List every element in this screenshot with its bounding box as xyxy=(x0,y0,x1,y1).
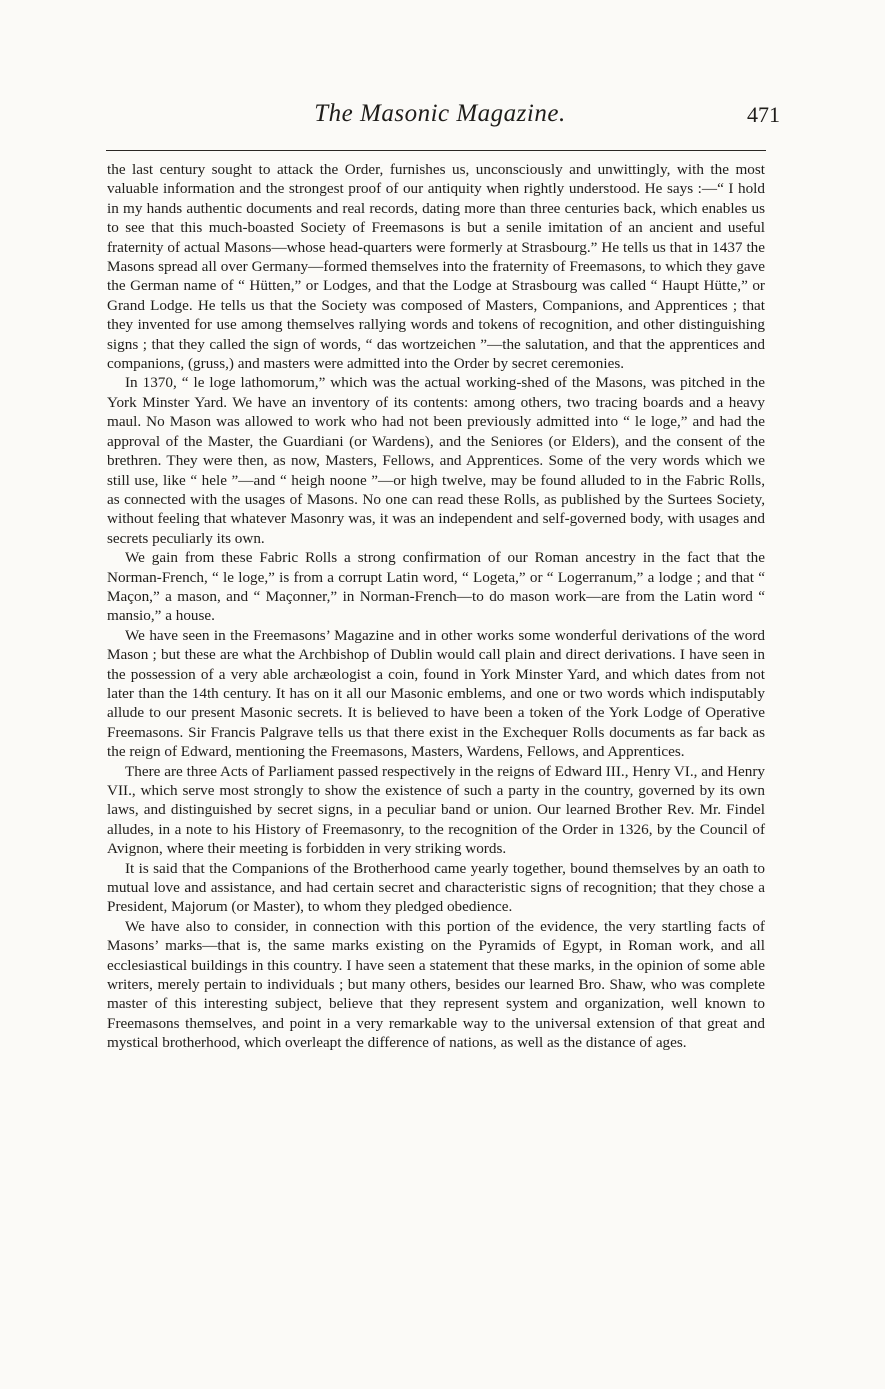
article-body xyxy=(107,160,765,1053)
running-title: The Masonic Magazine. xyxy=(314,100,566,127)
paragraph: There are three Acts of Parliament passed respectively in the reigns of Edward III., Henry VI., and Henry VII., which serve most strongly to show the existence of such a party in the country, governed by its own laws, and distinguished by secret signs, in a peculiar band or union. Our learned Brother Rev. Mr. Findel alludes, in a note to his History of Freemasonry, to the recognition of the Order in 1326, by the Council of Avignon, where their meeting is forbidden in very striking words. xyxy=(107,762,765,858)
paragraph: the last century sought to attack the Order, furnishes us, unconsciously and unwittingly, with the most valuable information and the strongest proof of our antiquity when rightly understood. He says :—“ I hold in my hands authentic documents and real records, dating more than three centuries back, which enables us to see that this much-boasted Society of Freemasons is but a senile imitation of an ancient and useful fraternity of actual Masons—whose head-quarters were formerly at Strasbourg.” He tells us that in 1437 the Masons spread all over Germany—formed themselves into the fraternity of Freemasons, to which they gave the German name of “ Hütten,” or Lodges, and that the Lodge at Strasbourg was called “ Haupt Hütte,” or Grand Lodge. He tells us that the Society was composed of Masters, Companions, and Apprentices ; that they invented for use among themselves rallying words and tokens of recognition, and other distinguishing signs ; that they called the sign of words, “ das wortzeichen ”—the salutation, and that the apprentices and companions, (gruss,) and masters were admitted into the Order by secret ceremonies. xyxy=(107,161,765,373)
page-number: 471 xyxy=(747,102,780,127)
paragraph: We gain from these Fabric Rolls a strong confirmation of our Roman ancestry in the fact that the Norman-French, “ le loge,” is from a corrupt Latin word, “ Logeta,” or “ Logerranum,” a lodge ; and that “ Maçon,” a mason, and “ Maçonner,” in Norman-French—to do mason work—are from the Latin word “ mansio,” a house. xyxy=(107,549,765,625)
header-rule xyxy=(106,150,766,151)
paragraph: We have also to consider, in connection with this portion of the evidence, the very startling facts of Masons’ marks—that is, the same marks existing on the Pyramids of Egypt, in Roman work, and all ecclesiastical buildings in this country. I have seen a statement that these marks, in the opinion of some able writers, merely pertain to individuals ; but many others, besides our learned Bro. Shaw, who was complete master of this interesting subject, believe that they represent system and organization, well known to Freemasons themselves, and point in a very remarkable way to the universal extension of that great and mystical brotherhood, which overleapt the difference of nations, as well as the distance of ages. xyxy=(107,917,765,1052)
paragraph: In 1370, “ le loge lathomorum,” which was the actual working-shed of the Masons, was pitched in the York Minster Yard. We have an inventory of its contents: among others, two tracing boards and a heavy maul. No Mason was allowed to work who had not been previously admitted into “ le loge,” and had the approval of the Master, the Guardiani (or Wardens), and the Seniores (or Elders), and the consent of the brethren. They were then, as now, Masters, Fellows, and Apprentices. Some of the very words which we still use, like “ hele ”—and “ heigh noone ”—or high twelve, may be found alluded to in the Fabric Rolls, as connected with the usages of Masons. No one can read these Rolls, as published by the Surtees Society, without feeling that whatever Masonry was, it was an independent and self-governed body, with usages and secrets peculiarly its own. xyxy=(107,374,765,547)
running-head xyxy=(100,100,780,134)
paragraph: It is said that the Companions of the Brotherhood came yearly together, bound themselves by an oath to mutual love and assistance, and had certain secret and characteristic signs of recognition; that they chose a President, Majorum (or Master), to whom they pledged obedience. xyxy=(107,859,765,916)
paragraph: We have seen in the Freemasons’ Magazine and in other works some wonderful derivations of the word Mason ; but these are what the Archbishop of Dublin would call plain and direct derivations. I have seen in the possession of a very able archæologist a coin, found in York Minster Yard, and which dates from not later than the 14th century. It has on it all our Masonic emblems, and one or two words which indisputably allude to our present Masonic secrets. It is believed to have been a token of the York Lodge of Operative Freemasons. Sir Francis Palgrave tells us that there exist in the Exchequer Rolls documents as far back as the reign of Edward, mentioning the Freemasons, Masters, Wardens, Fellows, and Apprentices. xyxy=(107,626,765,761)
